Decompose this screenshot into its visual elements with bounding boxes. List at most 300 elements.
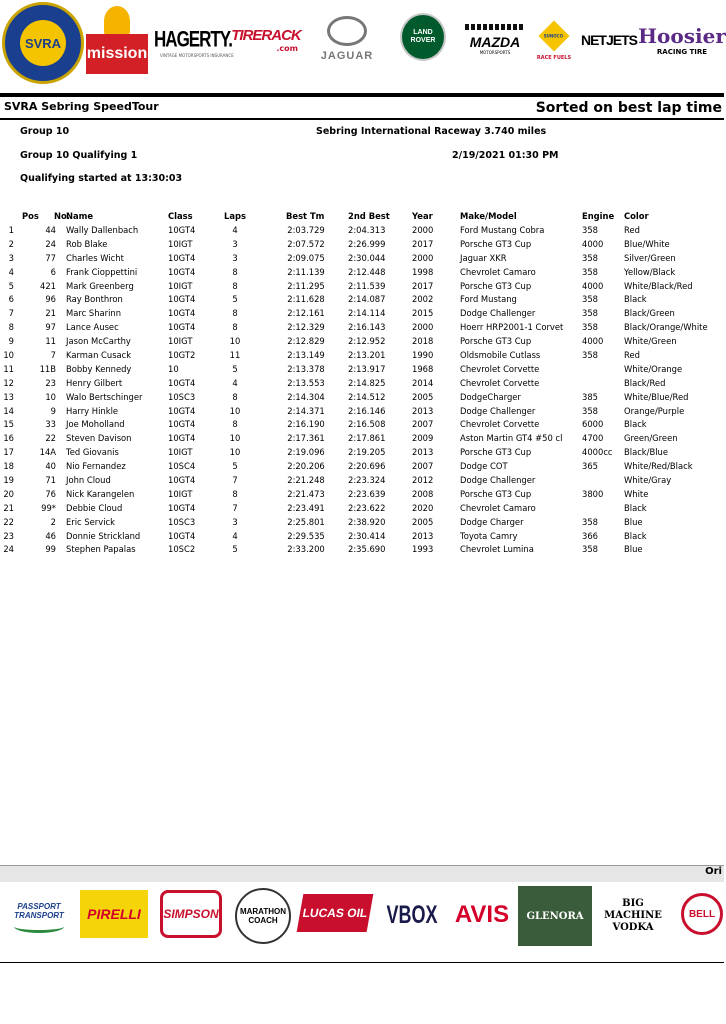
cell-number: 14A <box>39 447 56 458</box>
cell-second-best: 2:16.143 <box>348 322 386 333</box>
cell-number: 7 <box>50 349 56 360</box>
cell-year: 1998 <box>412 266 434 277</box>
col-header: Name <box>66 211 94 221</box>
cell-best-time: 2:16.190 <box>287 419 325 430</box>
mazda-logo: MAZDA MOTORSPORTS <box>462 10 528 68</box>
mission-logo: mission <box>86 6 148 78</box>
cell-name: Stephen Papalas <box>66 544 136 555</box>
cell-second-best: 2:23.324 <box>348 474 386 485</box>
cell-second-best: 2:14.512 <box>348 391 386 402</box>
vbox-logo: VBOX <box>386 900 438 929</box>
cell-laps: 3 <box>232 516 238 527</box>
cell-laps: 5 <box>232 544 238 555</box>
cell-best-time: 2:21.473 <box>287 488 325 499</box>
cell-class: 10GT4 <box>168 405 196 416</box>
cell-laps: 10 <box>229 447 241 458</box>
cell-laps: 8 <box>232 391 238 402</box>
cell-year: 2017 <box>412 238 434 249</box>
col-header: Class <box>168 211 193 221</box>
cell-name: Henry Gilbert <box>66 377 123 388</box>
cell-year: 2002 <box>412 294 434 305</box>
cell-pos: 12 <box>3 377 14 388</box>
cell-laps: 10 <box>229 336 241 347</box>
cell-pos: 8 <box>8 322 14 333</box>
cell-pos: 15 <box>3 419 14 430</box>
table-row <box>0 487 724 501</box>
cell-best-time: 2:09.075 <box>287 252 325 263</box>
cell-name: Jason McCarthy <box>66 336 131 347</box>
table-row <box>0 334 724 348</box>
cell-number: 21 <box>45 308 56 319</box>
cell-engine: 358 <box>582 294 598 305</box>
cell-year: 2018 <box>412 336 434 347</box>
cell-engine: 366 <box>582 530 598 541</box>
cell-year: 2013 <box>412 530 434 541</box>
cell-pos: 23 <box>3 530 14 541</box>
cell-name: Wally Dallenbach <box>66 224 139 235</box>
cell-laps: 8 <box>232 266 238 277</box>
cell-year: 2005 <box>412 516 434 527</box>
cell-best-time: 2:07.572 <box>287 238 325 249</box>
cell-name: Walo Bertschinger <box>66 391 143 402</box>
cell-year: 2013 <box>412 405 434 416</box>
cell-number: 22 <box>45 433 56 444</box>
cell-pos: 9 <box>8 336 14 347</box>
cell-pos: 20 <box>3 488 14 499</box>
cell-laps: 10 <box>229 433 241 444</box>
cell-year: 2014 <box>412 377 434 388</box>
cell-engine: 358 <box>582 322 598 333</box>
cell-name: John Cloud <box>66 474 111 485</box>
track-label: Sebring International Raceway 3.740 miles <box>316 126 547 137</box>
glenora-logo: GLENORA <box>518 886 592 946</box>
cell-class: 10GT4 <box>168 502 196 513</box>
cell-number: 40 <box>45 461 56 472</box>
cell-year: 2015 <box>412 308 434 319</box>
cell-color: Black/Green <box>624 308 675 319</box>
cell-second-best: 2:38.920 <box>348 516 386 527</box>
cell-number: 99* <box>41 502 56 513</box>
cell-number: 99 <box>45 544 56 555</box>
cell-number: 24 <box>45 238 56 249</box>
cell-engine: 4700 <box>582 433 604 444</box>
marathon-coach-logo: MARATHON COACH <box>230 888 296 944</box>
cell-second-best: 2:12.952 <box>348 336 386 347</box>
results-body <box>0 223 724 556</box>
cell-class: 10SC3 <box>168 391 196 402</box>
cell-make-model: Oldsmobile Cutlass <box>460 349 541 360</box>
col-header: Make/Model <box>460 211 517 221</box>
cell-make-model: Aston Martin GT4 #50 cl <box>460 433 563 444</box>
cell-name: Donnie Strickland <box>66 530 141 541</box>
cell-best-time: 2:11.628 <box>287 294 325 305</box>
table-row <box>0 320 724 334</box>
cell-pos: 2 <box>8 238 14 249</box>
cell-engine: 4000 <box>582 336 604 347</box>
cell-pos: 10 <box>3 349 14 360</box>
cell-make-model: Porsche GT3 Cup <box>460 447 532 458</box>
table-row <box>0 515 724 529</box>
cell-laps: 3 <box>232 252 238 263</box>
cell-year: 2020 <box>412 502 434 513</box>
cell-class: 10IGT <box>168 447 193 458</box>
passport-transport-logo: PASSPORT TRANSPORT <box>6 888 72 946</box>
cell-name: Ted Giovanis <box>66 447 119 458</box>
cell-pos: 24 <box>3 544 14 555</box>
sunoco-logo: SUNOCO RACE FUELS <box>536 8 572 74</box>
table-row <box>0 501 724 515</box>
cell-make-model: Jaguar XKR <box>460 252 507 263</box>
table-row <box>0 431 724 445</box>
col-header: Engine <box>582 211 615 221</box>
cell-year: 2013 <box>412 447 434 458</box>
cell-class: 10GT4 <box>168 377 196 388</box>
results-table <box>0 209 724 556</box>
cell-class: 10GT4 <box>168 433 196 444</box>
cell-number: 2 <box>50 516 56 527</box>
cell-laps: 8 <box>232 322 238 333</box>
footer-corner-text: Ori <box>705 866 722 877</box>
cell-class: 10 <box>168 363 179 374</box>
cell-class: 10GT4 <box>168 474 196 485</box>
cell-class: 10GT4 <box>168 294 196 305</box>
cell-color: Black/Blue <box>624 447 669 458</box>
cell-laps: 7 <box>232 474 238 485</box>
cell-laps: 5 <box>232 363 238 374</box>
footer-rule <box>0 962 724 963</box>
cell-year: 2005 <box>412 391 434 402</box>
cell-engine: 358 <box>582 516 598 527</box>
cell-name: Bobby Kennedy <box>66 363 132 374</box>
avis-logo: AVIS <box>454 901 510 928</box>
cell-make-model: Porsche GT3 Cup <box>460 336 532 347</box>
cell-color: White/Red/Black <box>624 461 693 472</box>
cell-class: 10GT4 <box>168 322 196 333</box>
cell-pos: 22 <box>3 516 14 527</box>
cell-color: White <box>624 488 649 499</box>
cell-year: 2000 <box>412 224 434 235</box>
cell-second-best: 2:14.087 <box>348 294 386 305</box>
table-header-row: Pos No. Name Class Laps Best Tm 2nd Best Year Make/Model Engine Color <box>0 209 724 223</box>
cell-class: 10GT4 <box>168 419 196 430</box>
cell-class: 10SC4 <box>168 461 196 472</box>
cell-year: 1990 <box>412 349 434 360</box>
cell-laps: 8 <box>232 280 238 291</box>
table-row <box>0 279 724 293</box>
cell-engine: 358 <box>582 308 598 319</box>
cell-engine: 385 <box>582 391 598 402</box>
cell-laps: 8 <box>232 308 238 319</box>
cell-color: Blue/White <box>624 238 670 249</box>
cell-color: Black <box>624 502 647 513</box>
cell-class: 10IGT <box>168 280 193 291</box>
cell-best-time: 2:25.801 <box>287 516 325 527</box>
cell-engine: 358 <box>582 252 598 263</box>
cell-pos: 16 <box>3 433 14 444</box>
cell-name: Mark Greenberg <box>66 280 134 291</box>
cell-make-model: Ford Mustang <box>460 294 517 305</box>
cell-pos: 19 <box>3 474 14 485</box>
cell-pos: 11 <box>3 363 14 374</box>
svra-logo: SVRA <box>2 2 84 84</box>
cell-best-time: 2:29.535 <box>287 530 325 541</box>
cell-pos: 14 <box>3 405 14 416</box>
cell-class: 10GT4 <box>168 530 196 541</box>
cell-name: Rob Blake <box>66 238 108 249</box>
cell-engine: 358 <box>582 349 598 360</box>
cell-class: 10GT4 <box>168 224 196 235</box>
cell-year: 2012 <box>412 474 434 485</box>
cell-best-time: 2:11.295 <box>287 280 325 291</box>
cell-engine: 358 <box>582 544 598 555</box>
cell-color: White/Black/Red <box>624 280 693 291</box>
cell-best-time: 2:12.329 <box>287 322 325 333</box>
hagerty-logo: HAGERTY. VINTAGE MOTORSPORTS INSURANCE <box>154 27 234 58</box>
cell-name: Karman Cusack <box>66 349 132 360</box>
cell-number: 33 <box>45 419 56 430</box>
cell-best-time: 2:13.378 <box>287 363 325 374</box>
cell-second-best: 2:30.414 <box>348 530 386 541</box>
cell-name: Frank Cioppettini <box>66 266 138 277</box>
cell-make-model: Chevrolet Corvette <box>460 419 540 430</box>
cell-engine <box>582 501 624 515</box>
cell-number: 9 <box>50 405 56 416</box>
cell-engine: 3800 <box>582 488 604 499</box>
cell-year: 2017 <box>412 280 434 291</box>
col-header: Best Tm <box>286 211 325 221</box>
cell-engine: 365 <box>582 461 598 472</box>
cell-color: White/Blue/Red <box>624 391 689 402</box>
cell-make-model: Porsche GT3 Cup <box>460 280 532 291</box>
cell-pos: 17 <box>3 447 14 458</box>
cell-engine: 358 <box>582 405 598 416</box>
cell-make-model: Porsche GT3 Cup <box>460 238 532 249</box>
cell-year: 1993 <box>412 544 434 555</box>
cell-engine <box>582 362 624 376</box>
cell-best-time: 2:19.096 <box>287 447 325 458</box>
report-title: SVRA Sebring SpeedTour <box>4 100 159 113</box>
table-row <box>0 417 724 431</box>
cell-make-model: Chevrolet Camaro <box>460 502 536 513</box>
table-row <box>0 473 724 487</box>
cell-number: 46 <box>45 530 56 541</box>
cell-make-model: Chevrolet Corvette <box>460 377 540 388</box>
cell-color: Black/Orange/White <box>624 322 708 333</box>
cell-second-best: 2:17.861 <box>348 433 386 444</box>
cell-class: 10IGT <box>168 238 193 249</box>
cell-name: Ray Bonthron <box>66 294 123 305</box>
cell-pos: 13 <box>3 391 14 402</box>
cell-color: White/Gray <box>624 474 672 485</box>
cell-color: White/Green <box>624 336 677 347</box>
cell-name: Nio Fernandez <box>66 461 126 472</box>
cell-class: 10GT4 <box>168 252 196 263</box>
cell-laps: 8 <box>232 488 238 499</box>
col-header: Year <box>412 211 433 221</box>
cell-second-best: 2:20.696 <box>348 461 386 472</box>
cell-number: 11B <box>39 363 56 374</box>
cell-second-best: 2:04.313 <box>348 224 386 235</box>
cell-engine <box>582 376 624 390</box>
table-row <box>0 376 724 390</box>
netjets-logo: NETJETS <box>580 32 637 48</box>
cell-make-model: Toyota Camry <box>460 530 518 541</box>
cell-second-best: 2:14.114 <box>348 308 386 319</box>
cell-laps: 5 <box>232 461 238 472</box>
cell-class: 10IGT <box>168 336 193 347</box>
cell-best-time: 2:13.149 <box>287 349 325 360</box>
cell-color: Black <box>624 419 647 430</box>
cell-color: Red <box>624 349 640 360</box>
cell-laps: 4 <box>232 377 238 388</box>
cell-second-best: 2:12.448 <box>348 266 386 277</box>
cell-make-model: Dodge Charger <box>460 516 524 527</box>
table-row <box>0 445 724 459</box>
cell-name: Debbie Cloud <box>66 502 123 513</box>
cell-second-best: 2:26.999 <box>348 238 386 249</box>
pirelli-logo: PIRELLI <box>80 890 148 938</box>
cell-pos: 6 <box>8 294 14 305</box>
cell-best-time: 2:12.161 <box>287 308 325 319</box>
cell-name: Joe Moholland <box>66 419 125 430</box>
cell-make-model: DodgeCharger <box>460 391 521 402</box>
cell-name: Marc Sharinn <box>66 308 122 319</box>
cell-class: 10GT2 <box>168 349 196 360</box>
cell-color: Black <box>624 294 647 305</box>
cell-make-model: Ford Mustang Cobra <box>460 224 545 235</box>
cell-engine: 4000 <box>582 280 604 291</box>
group-label: Group 10 <box>20 126 70 137</box>
table-row <box>0 390 724 404</box>
cell-color: Red <box>624 224 640 235</box>
cell-best-time: 2:23.491 <box>287 502 325 513</box>
cell-pos: 21 <box>3 502 14 513</box>
cell-color: Orange/Purple <box>624 405 685 416</box>
cell-best-time: 2:11.139 <box>287 266 325 277</box>
cell-class: 10SC2 <box>168 544 196 555</box>
cell-number: 77 <box>45 252 56 263</box>
cell-best-time: 2:14.371 <box>287 405 325 416</box>
cell-make-model: Hoerr HRP2001-1 Corvet <box>460 322 564 333</box>
cell-second-best: 2:14.825 <box>348 377 386 388</box>
start-time-label: Qualifying started at 13:30:03 <box>20 173 183 184</box>
cell-best-time: 2:03.729 <box>287 224 325 235</box>
cell-second-best: 2:35.690 <box>348 544 386 555</box>
cell-pos: 1 <box>8 224 14 235</box>
cell-name: Harry Hinkle <box>66 405 119 416</box>
table-row <box>0 265 724 279</box>
cell-laps: 7 <box>232 502 238 513</box>
cell-second-best: 2:23.622 <box>348 502 386 513</box>
col-header: No. <box>54 211 70 221</box>
hoosier-logo: Hoosier RACING TIRE <box>638 24 726 56</box>
cell-color: White/Orange <box>624 363 683 374</box>
bottom-sponsor-strip <box>0 882 724 962</box>
cell-year: 2000 <box>412 322 434 333</box>
lucas-oil-logo: LUCAS OIL <box>297 894 374 932</box>
cell-pos: 18 <box>3 461 14 472</box>
cell-engine <box>582 473 624 487</box>
cell-year: 2007 <box>412 419 434 430</box>
cell-engine: 358 <box>582 224 598 235</box>
col-header: Color <box>624 211 649 221</box>
datetime-label: 2/19/2021 01:30 PM <box>452 150 559 161</box>
cell-laps: 5 <box>232 294 238 305</box>
cell-make-model: Dodge Challenger <box>460 308 536 319</box>
bell-logo: BELL <box>680 890 724 938</box>
cell-year: 2008 <box>412 488 434 499</box>
cell-laps: 11 <box>229 349 241 360</box>
footer-band <box>0 865 724 882</box>
cell-color: Blue <box>624 544 643 555</box>
cell-make-model: Dodge COT <box>460 461 508 472</box>
cell-second-best: 2:30.044 <box>348 252 386 263</box>
cell-number: 71 <box>45 474 56 485</box>
cell-second-best: 2:13.201 <box>348 349 386 360</box>
cell-name: Nick Karangelen <box>66 488 135 499</box>
cell-color: Yellow/Black <box>624 266 676 277</box>
header-rule <box>0 93 724 97</box>
cell-year: 2000 <box>412 252 434 263</box>
cell-number: 44 <box>45 224 56 235</box>
table-row <box>0 292 724 306</box>
table-row <box>0 459 724 473</box>
cell-pos: 7 <box>8 308 14 319</box>
cell-laps: 10 <box>229 405 241 416</box>
cell-name: Lance Ausec <box>66 322 119 333</box>
cell-best-time: 2:14.304 <box>287 391 325 402</box>
cell-best-time: 2:20.206 <box>287 461 325 472</box>
cell-make-model: Chevrolet Lumina <box>460 544 534 555</box>
cell-laps: 4 <box>232 530 238 541</box>
cell-color: Green/Green <box>624 433 678 444</box>
cell-laps: 4 <box>232 224 238 235</box>
cell-laps: 3 <box>232 238 238 249</box>
cell-engine: 6000 <box>582 419 604 430</box>
cell-color: Silver/Green <box>624 252 676 263</box>
cell-make-model: Chevrolet Camaro <box>460 266 536 277</box>
top-sponsor-strip <box>0 0 724 92</box>
title-rule <box>0 118 724 120</box>
cell-number: 23 <box>45 377 56 388</box>
tirerack-logo: TIRERACK .com <box>231 27 301 53</box>
cell-number: 11 <box>45 336 56 347</box>
sort-note: Sorted on best lap time <box>535 100 722 116</box>
cell-laps: 8 <box>232 419 238 430</box>
table-row <box>0 542 724 556</box>
cell-year: 1968 <box>412 363 434 374</box>
cell-number: 6 <box>50 266 56 277</box>
cell-class: 10GT4 <box>168 266 196 277</box>
cell-engine: 358 <box>582 266 598 277</box>
cell-color: Black <box>624 530 647 541</box>
table-row <box>0 404 724 418</box>
table-row <box>0 306 724 320</box>
cell-engine: 4000 <box>582 238 604 249</box>
cell-number: 10 <box>45 391 56 402</box>
table-row <box>0 237 724 251</box>
cell-second-best: 2:13.917 <box>348 363 386 374</box>
cell-best-time: 2:17.361 <box>287 433 325 444</box>
cell-class: 10SC3 <box>168 516 196 527</box>
cell-best-time: 2:33.200 <box>287 544 325 555</box>
cell-name: Steven Davison <box>66 433 132 444</box>
col-header: Laps <box>224 211 246 221</box>
cell-pos: 3 <box>8 252 14 263</box>
cell-number: 421 <box>40 280 56 291</box>
table-row <box>0 223 724 237</box>
landrover-logo: LAND ROVER <box>400 12 446 62</box>
